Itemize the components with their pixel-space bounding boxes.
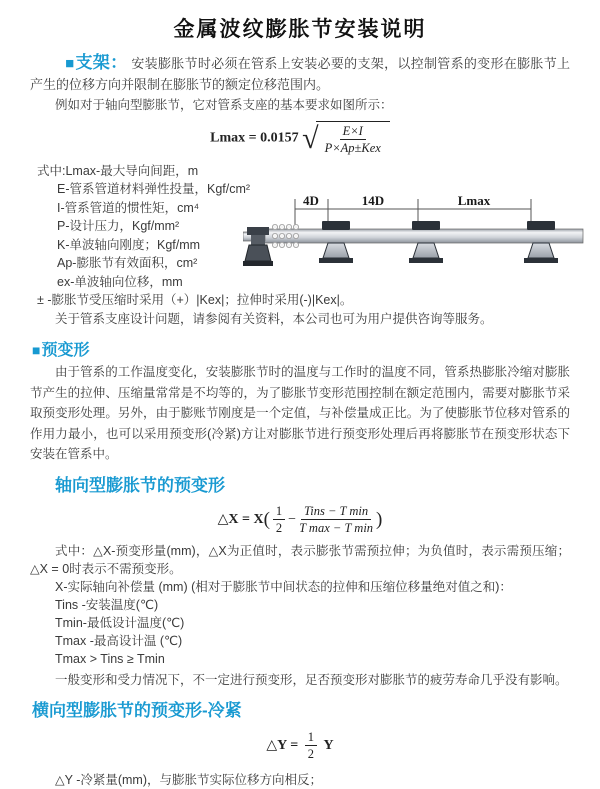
radicand-fraction [325,124,381,156]
radicand [316,121,390,156]
definition-item: I-管系管道的惯性矩，cm⁴ [57,200,200,215]
definition-item: Ap-膨胀节有效面积，cm² [57,256,198,271]
section-bullet-icon: ■ [32,342,41,359]
section-support-heading [65,53,127,72]
open-paren: ( [263,508,270,530]
formula-delta-y [30,730,570,762]
radical-sign-icon: √ [302,121,319,155]
formula-delta-x [30,504,570,536]
support-intro-text: 安装膨胀节时必须在管系上安装必要的支架，以控制管系的变形在膨胀节上产生的位移方向并限制在膨胀节的额定位移范围内。 [30,56,571,92]
diagram-svg [243,191,595,287]
half-denominator: 2 [307,746,314,761]
sqrt-radical [302,121,390,156]
half-fraction [273,504,285,536]
minus-sign: − [288,511,297,527]
support-paragraph [30,52,570,95]
page-title: 金属波纹膨胀节安装说明 [173,18,427,41]
temp-denominator: T max − T min [299,521,374,536]
temp-definition: Tins -安装温度(℃) [55,597,159,612]
consult-note: 关于管系支座设计问题，请参阅有关资料，本公司也可为用户提供咨询等服务。 [55,311,493,326]
definition-item: K-单波轴向刚度；Kgf/mm [57,237,201,252]
x-definition: X-实际轴向补偿量 (mm) (相对于膨胀节中间状态的拉伸和压缩位移量绝对值之和)： [55,579,512,594]
anchor-support [243,227,273,266]
delta-x-explain: 式中：△X-预变形量(mm)，△X为正值时，表示膨张节需预拉伸；为负值时，表示需预压缩；△X = 0时表示不需预变形。 [30,543,570,576]
axial-predeform-heading: 轴向型膨胀节的预变形 [55,475,225,495]
section-support-heading-label: 支架： [75,53,128,72]
plusminus-note: ± -膨胀节受压缩时采用（+）|Kex|；拉伸时采用(-)|Kex|。 [37,293,353,308]
temp-definition: Tmin-最低设计温度(℃) [55,615,185,630]
example-text: 例如对于轴向型膨胀节，它对管系支座的基本要求如图所示： [55,98,393,112]
dim-label-4d: 4D [303,193,319,208]
section-bullet-icon: ■ [65,55,75,72]
general-note: 一般变形和受力情况下，不一定进行预变形，足否预变形对膨胀节的疲劳寿命几乎没有影响。 [55,672,568,687]
formula-lmax-lhs: Lmax = 0.0157 [210,130,299,146]
definition-item: ex-单波轴向位移，mm [57,274,183,289]
temp-numerator: Tins − T min [301,504,371,520]
formula-lmax [30,121,570,156]
definition-item: E-管系管道材料弹性投量，Kgf/cm² [57,182,251,197]
cold-tighten-note: △Y -冷紧量(mm)，与膨胀节实际位移方向相反； [55,773,323,788]
half-fraction [305,730,317,762]
half-numerator: 1 [273,504,285,520]
dim-label-lmax: Lmax [457,193,491,208]
definition-item: P-设计压力，Kgf/mm² [57,219,180,234]
fraction-denominator: P×Ap±Kex [324,141,381,156]
temperature-fraction [299,504,373,536]
section-predeform-heading [32,337,570,360]
section-predeform-heading-label: 预变形 [41,342,90,360]
fraction-numerator: E×I [340,124,366,140]
temp-inequality: Tmax > Tins ≥ Tmin [55,651,165,666]
formula-delta-y-lhs: △Y = [266,737,299,753]
half-denominator: 2 [275,521,283,536]
close-paren: ) [376,508,383,530]
support-requirement-diagram [243,191,595,287]
formula-delta-x-lhs: △X = X [217,511,264,527]
predeform-paragraph: 由于管系的工作温度变化，安装膨胀节时的温度与工作时的温度不同，管系热膨胀冷缩对膨胀节产生的拉伸、压缩量常常是不均等的，为了膨胀节变形范围控制在额定范围内，需要对膨胀节采取预变形处理。另外，由于膨账节刚度是一个定值，与补偿量成正比。为了使膨胀节位移对管系的作用力最小，也可以采用预变形(冷紧)方让对膨胀节进行预变形处理后再将膨胀节在预变形状态下安装在管系中。 [30,365,570,462]
lateral-predeform-heading: 横向型膨胀节的预变形-冷紧 [32,700,242,720]
definition-item: 式中:Lmax-最大导向间距，m [37,163,199,178]
formula-delta-y-rhs: Y [323,737,334,753]
dim-label-14d: 14D [361,193,385,208]
half-numerator: 1 [305,730,317,746]
temp-definition: Tmax -最高设计温 (℃) [55,633,183,648]
